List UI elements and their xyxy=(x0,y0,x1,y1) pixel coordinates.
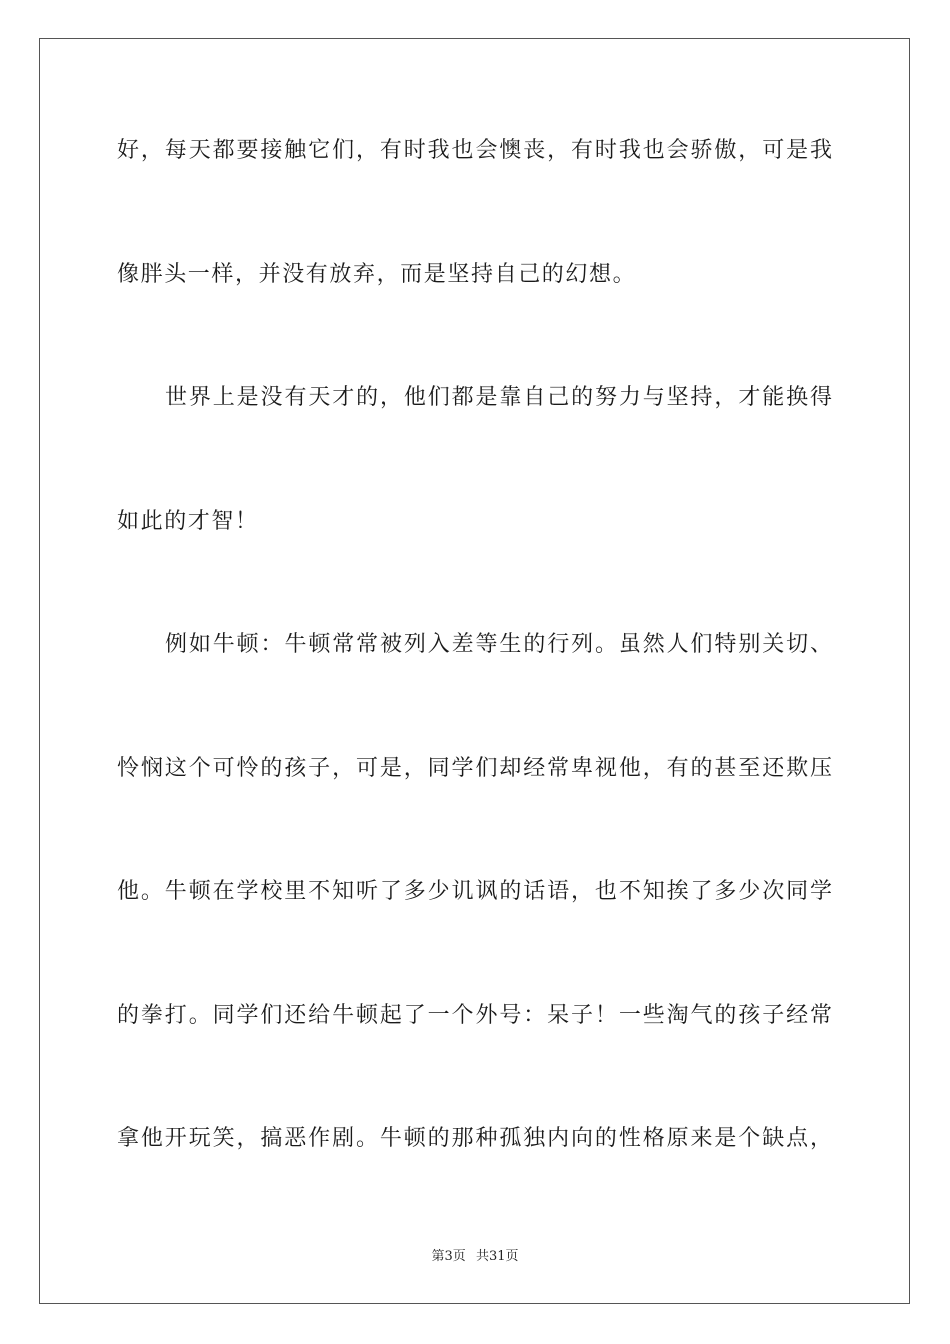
page-border xyxy=(39,38,910,1304)
paragraph-line-5: 例如牛顿：牛顿常常被列入差等生的行列。虽然人们特别关切、 xyxy=(165,632,832,657)
paragraph-line-9: 拿他开玩笑，搞恶作剧。牛顿的那种孤独内向的性格原来是个缺点， xyxy=(117,1126,832,1151)
page-number: 第3页 xyxy=(431,1249,466,1264)
paragraph-line-8: 的拳打。同学们还给牛顿起了一个外号：呆子！一些淘气的孩子经常 xyxy=(117,1003,832,1028)
paragraph-line-2: 像胖头一样，并没有放弃，而是坚持自己的幻想。 xyxy=(117,262,637,287)
page-total: 共31页 xyxy=(475,1249,519,1264)
paragraph-line-3: 世界上是没有天才的，他们都是靠自己的努力与坚持，才能换得 xyxy=(165,385,832,410)
paragraph-line-7: 他。牛顿在学校里不知听了多少讥讽的话语，也不知挨了多少次同学 xyxy=(117,879,832,904)
page-footer xyxy=(0,1248,950,1266)
paragraph-line-6: 怜悯这个可怜的孩子，可是，同学们却经常卑视他，有的甚至还欺压 xyxy=(117,756,832,781)
paragraph-line-4: 如此的才智！ xyxy=(117,509,259,534)
paragraph-line-1: 好，每天都要接触它们，有时我也会懊丧，有时我也会骄傲，可是我 xyxy=(117,138,832,163)
